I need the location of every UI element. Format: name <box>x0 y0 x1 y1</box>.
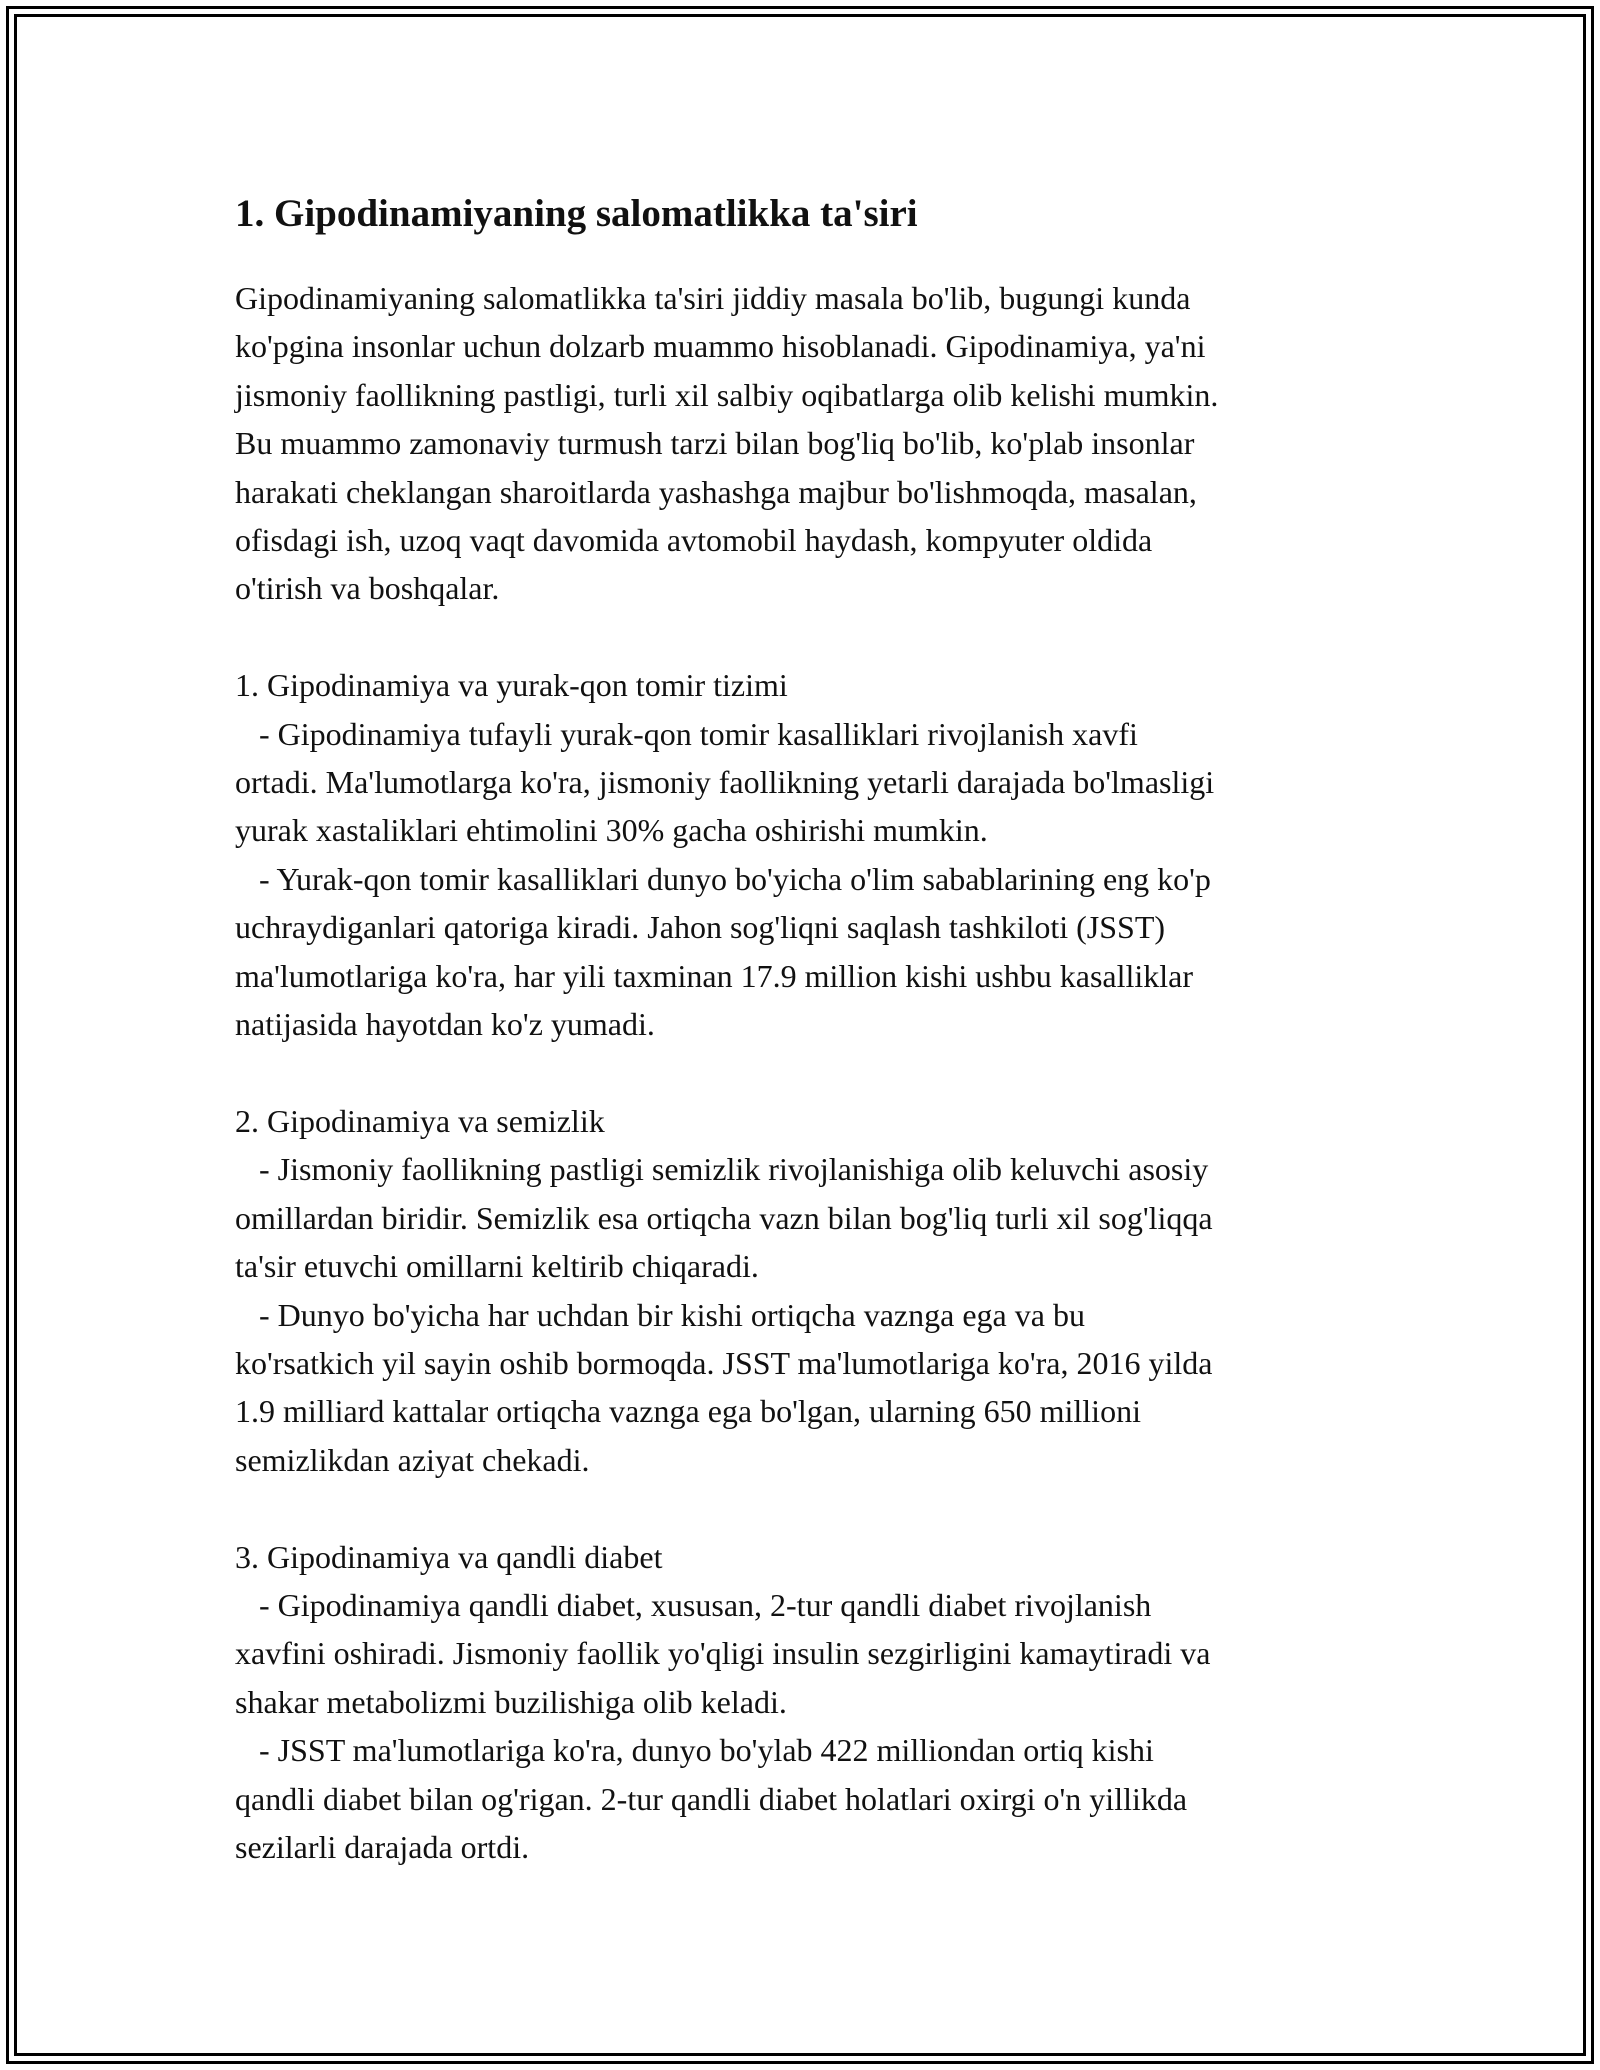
document-title: 1. Gipodinamiyaning salomatlikka ta'siri <box>235 192 918 235</box>
section-obesity: 2. Gipodinamiya va semizlik - Jismoniy faollikning pastligi semizlik rivojlanishiga olib keluvchi asosiy omillardan biridir. Semizlik esa ortiqcha vazn bilan bog'liq turli xil sog'liqqa ta'sir etuvchi omillarni keltirib chiqaradi. - Dunyo bo'yicha har uchdan bir kishi ortiqcha vaznga ega va bu ko'rsatkich yil sayin oshib bormoqda. JSST ma'lumotlariga ko'ra, 2016 yilda 1.9 milliard kattalar ortiqcha vaznga ega bo'lgan, ularning 650 millioni semizlikdan aziyat chekadi. <box>235 1102 1213 1478</box>
document-body <box>235 184 1385 1871</box>
intro-paragraph: Gipodinamiyaning salomatlikka ta'siri jiddiy masala bo'lib, bugungi kunda ko'pgina insonlar uchun dolzarb muammo hisoblanadi. Gipodinamiya, ya'ni jismoniy faollikning pastligi, turli xil salbiy oqibatlarga olib kelishi mumkin. Bu muammo zamonaviy turmush tarzi bilan bog'liq bo'lib, ko'plab insonlar harakati cheklangan sharoitlarda yashashga majbur bo'lishmoqda, masalan, ofisdagi ish, uzoq vaqt davomida avtomobil haydash, kompyuter oldida o'tirish va boshqalar. <box>235 280 1219 607</box>
section-spacer <box>235 613 1385 661</box>
section-cardiovascular: 1. Gipodinamiya va yurak-qon tomir tizimi - Gipodinamiya tufayli yurak-qon tomir kasalliklari rivojlanish xavfi ortadi. Ma'lumotlarga ko'ra, jismoniy faollikning yetarli darajada bo'lmasligi yurak xastaliklari ehtimolini 30% gacha oshirishi mumkin. - Yurak-qon tomir kasalliklari dunyo bo'yicha o'lim sabablarining eng ko'p uchraydiganlari qatoriga kiradi. Jahon sog'liqni saqlash tashkiloti (JSST) ma'lumotlariga ko'ra, har yili taxminan 17.9 million kishi ushbu kasalliklar natijasida hayotdan ko'z yumadi. <box>235 667 1215 1043</box>
section-diabetes: 3. Gipodinamiya va qandli diabet - Gipodinamiya qandli diabet, xususan, 2-tur qandli diabet rivojlanish xavfini oshiradi. Jismoniy faollik yo'qligi insulin sezgirligini kamaytiradi va shakar metabolizmi buzilishiga olib keladi. - JSST ma'lumotlariga ko'ra, dunyo bo'ylab 422 milliondan ortiq kishi qandli diabet bilan og'rigan. 2-tur qandli diabet holatlari oxirgi o'n yillikda sezilarli darajada ortdi. <box>235 1538 1211 1865</box>
section-spacer <box>235 1049 1385 1097</box>
section-spacer <box>235 1484 1385 1532</box>
